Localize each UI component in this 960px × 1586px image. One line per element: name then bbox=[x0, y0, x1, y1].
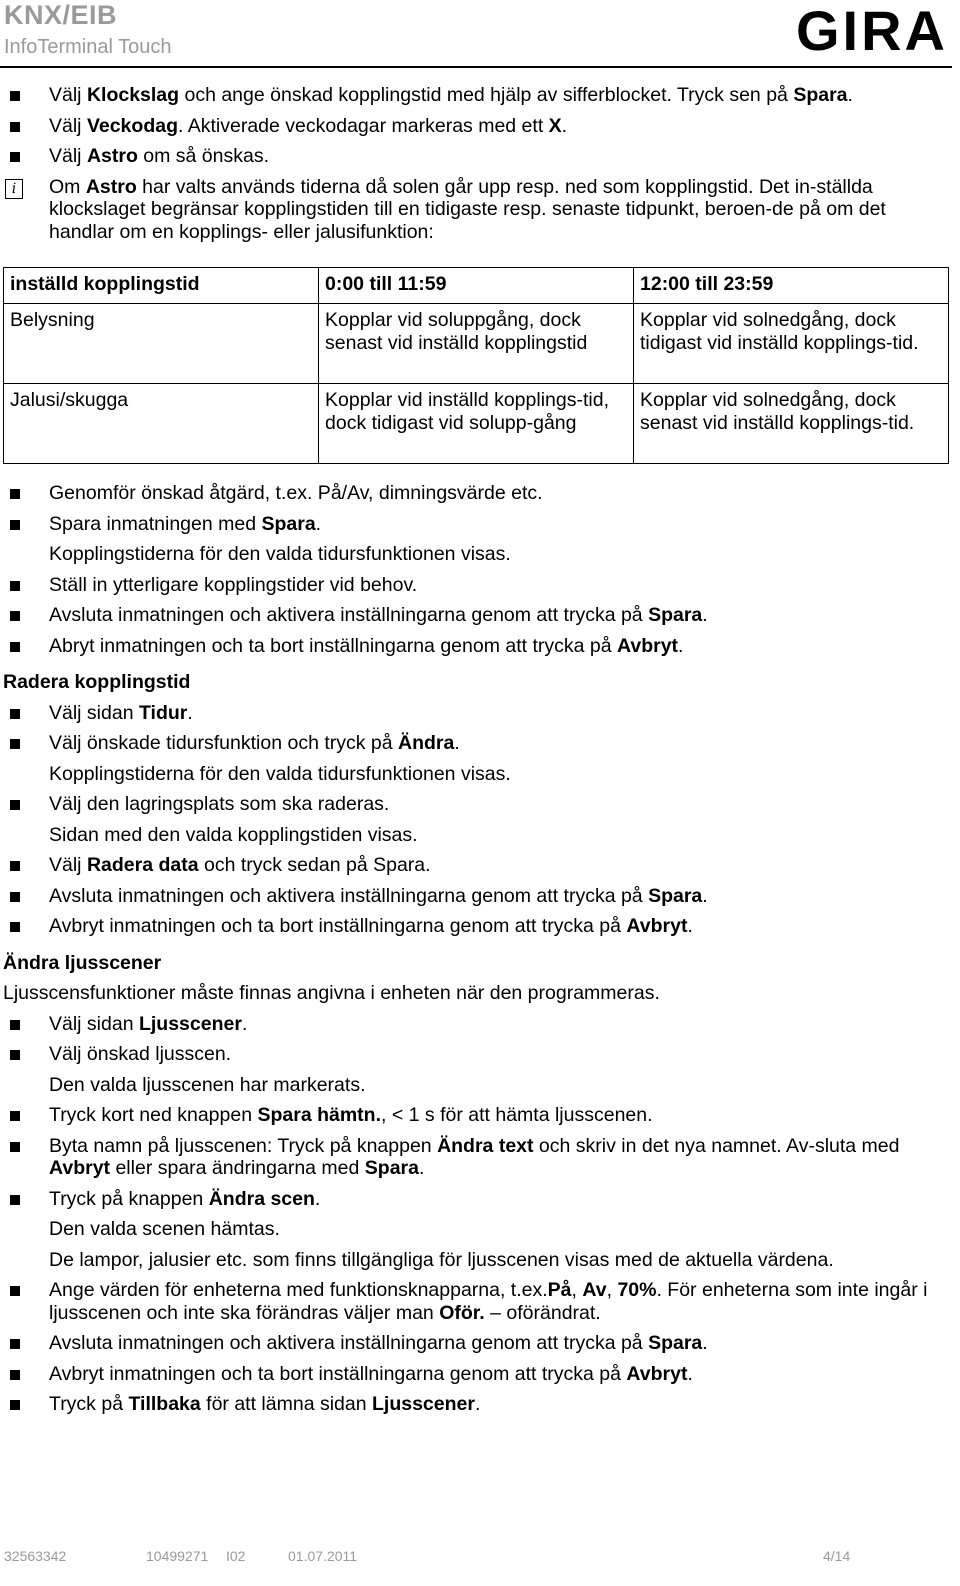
text-run: Ställ in ytterligare kopplingstider vid behov. bbox=[49, 573, 418, 596]
text-run: Avbryt inmatningen och ta bort inställningarna genom att trycka på bbox=[49, 915, 627, 937]
text-run: , bbox=[606, 1279, 618, 1301]
text-run: Välj sidan bbox=[49, 701, 139, 724]
document-body bbox=[0, 84, 950, 1424]
bullet-step bbox=[0, 915, 950, 938]
emphasized-term: Veckodag bbox=[86, 114, 178, 137]
text-run: Välj den lagringsplats som ska raderas. bbox=[49, 793, 390, 815]
emphasized-term: Avbryt bbox=[617, 634, 679, 657]
bullet-step bbox=[0, 1104, 950, 1127]
emphasized-term: Oför. bbox=[439, 1301, 485, 1324]
text-run: , bbox=[571, 1279, 583, 1301]
info-icon: i bbox=[5, 179, 23, 199]
text-run: Sidan med den valda kopplingstiden visas. bbox=[49, 823, 418, 846]
bullet-step bbox=[0, 1043, 950, 1066]
text-run: . bbox=[454, 732, 460, 754]
emphasized-term: Spara bbox=[364, 1157, 419, 1179]
table-cell: Kopplar vid soluppgång, dock senast vid inställd kopplingstid bbox=[319, 304, 634, 384]
text-run: – oförändrat. bbox=[484, 1301, 601, 1324]
table-row bbox=[4, 384, 949, 464]
header-divider bbox=[0, 66, 952, 68]
text-run: Avsluta inmatningen och aktivera inställningarna genom att trycka på bbox=[49, 884, 649, 907]
info-note bbox=[0, 176, 950, 244]
text-run: eller spara ändringarna med bbox=[110, 1157, 365, 1179]
text-run: De lampor, jalusier etc. som finns tillgängliga för ljusscenen visas med de aktuella värdena. bbox=[49, 1248, 834, 1271]
text-run: . bbox=[687, 915, 693, 937]
text-run: Avbryt inmatningen och ta bort inställningarna genom att trycka på bbox=[49, 1362, 627, 1385]
step-result bbox=[0, 824, 950, 847]
text-run: Abryt inmatningen och ta bort inställningarna genom att trycka på bbox=[49, 634, 617, 657]
emphasized-term: Avbryt bbox=[626, 1362, 688, 1385]
emphasized-term: Tillbaka bbox=[128, 1393, 201, 1415]
section-heading-scenes: Ändra ljusscener bbox=[3, 951, 162, 974]
info-note-text bbox=[49, 176, 886, 243]
page-footer bbox=[0, 1548, 960, 1570]
bullet-step bbox=[0, 513, 950, 536]
text-run: . bbox=[314, 1187, 321, 1210]
emphasized-term: X bbox=[548, 114, 562, 137]
emphasized-term: Spara bbox=[793, 84, 848, 106]
table-row bbox=[4, 304, 949, 384]
bullet-step bbox=[0, 1332, 950, 1355]
bullet-step bbox=[0, 793, 950, 816]
section-heading-delete: Radera kopplingstid bbox=[3, 671, 191, 693]
bullet-step bbox=[0, 145, 950, 168]
delete-step-list bbox=[0, 702, 950, 938]
bullet-step bbox=[0, 482, 950, 505]
gira-logo: GIRA bbox=[796, 0, 948, 62]
text-run: Tryck på bbox=[49, 1393, 129, 1415]
text-run: Genomför önskad åtgärd, t.ex. På/Av, dimningsvärde etc. bbox=[49, 482, 543, 504]
bullet-step bbox=[0, 604, 950, 627]
text-run: . bbox=[702, 884, 708, 907]
emphasized-term: Spara bbox=[648, 1332, 703, 1354]
emphasized-term: Radera data bbox=[86, 854, 199, 876]
text-run: Den valda ljusscenen har markerats. bbox=[49, 1073, 366, 1096]
bullet-step bbox=[0, 1188, 950, 1211]
bullet-step bbox=[0, 1135, 950, 1180]
text-run: Avsluta inmatningen och aktivera inställningarna genom att trycka på bbox=[49, 604, 649, 626]
page-header bbox=[0, 0, 960, 70]
text-run: . bbox=[847, 84, 853, 106]
text-run: Välj bbox=[49, 145, 87, 167]
text-run: och tryck sedan på Spara. bbox=[198, 854, 431, 876]
text-run: har valts används tiderna då solen går upp resp. ned som kopplingstid. Det in-ställda klockslaget begränsar kopplingstiden till en tidigaste resp. senaste tidpunkt, beroen-de på om det handlar om en kopplings- eller jalusifunktion: bbox=[49, 175, 886, 243]
text-run: . bbox=[702, 1332, 708, 1354]
footer-page-number: 4/14 bbox=[823, 1548, 851, 1564]
text-run: Byta namn på ljusscenen: Tryck på knappen bbox=[49, 1134, 438, 1157]
emphasized-term: Spara bbox=[648, 604, 703, 626]
emphasized-term: Spara hämtn. bbox=[257, 1104, 382, 1126]
emphasized-term: Avbryt bbox=[49, 1157, 111, 1179]
step-result bbox=[0, 763, 950, 786]
emphasized-term: Avbryt bbox=[626, 915, 688, 937]
bullet-step bbox=[0, 854, 950, 877]
bullet-step bbox=[0, 1363, 950, 1386]
table-cell: Kopplar vid solnedgång, dock tidigast vid inställd kopplings-tid. bbox=[634, 304, 949, 384]
text-run: om så önskas. bbox=[137, 145, 269, 167]
bullet-step bbox=[0, 1013, 950, 1036]
text-run: . bbox=[187, 701, 193, 724]
bullet-step bbox=[0, 84, 950, 107]
header-title: KNX/EIB bbox=[4, 0, 118, 30]
after-table-step-list bbox=[0, 482, 950, 657]
text-run: . bbox=[678, 634, 684, 657]
bullet-step bbox=[0, 1393, 950, 1416]
table-header-cell: 12:00 till 23:59 bbox=[634, 268, 949, 304]
emphasized-term: Tidur bbox=[138, 701, 188, 724]
header-subtitle: InfoTerminal Touch bbox=[4, 36, 172, 58]
text-run: . bbox=[561, 114, 568, 137]
text-run: Ange värden för enheterna med funktionsknapparna, t.ex. bbox=[49, 1279, 548, 1301]
text-run: Den valda scenen hämtas. bbox=[49, 1218, 280, 1240]
bullet-step bbox=[0, 115, 950, 138]
text-run: Välj sidan bbox=[49, 1012, 139, 1035]
text-run: . Aktiverade veckodagar markeras med ett bbox=[177, 114, 549, 137]
bullet-step bbox=[0, 1279, 950, 1324]
text-run: Välj önskad ljusscen. bbox=[49, 1043, 232, 1065]
step-result bbox=[0, 1249, 950, 1272]
text-run: . bbox=[418, 1157, 425, 1179]
table-header-row bbox=[4, 268, 949, 304]
bullet-step bbox=[0, 574, 950, 597]
text-run: Kopplingstiderna för den valda tidursfunktionen visas. bbox=[49, 543, 511, 565]
emphasized-term: Spara bbox=[648, 884, 703, 907]
emphasized-term: Ändra text bbox=[437, 1134, 534, 1157]
table-cell: Jalusi/skugga bbox=[4, 384, 319, 464]
top-step-list bbox=[0, 84, 950, 168]
bullet-step bbox=[0, 732, 950, 755]
text-run: Välj bbox=[49, 114, 87, 137]
emphasized-term: 70% bbox=[617, 1279, 657, 1301]
emphasized-term: Klockslag bbox=[86, 84, 180, 106]
emphasized-term: Ljusscener bbox=[138, 1012, 242, 1035]
text-run: Välj bbox=[49, 854, 87, 876]
emphasized-term: Astro bbox=[85, 175, 137, 198]
text-run: Spara inmatningen med bbox=[49, 512, 262, 535]
emphasized-term: Spara bbox=[261, 512, 316, 535]
text-run: och ange önskad kopplingstid med hjälp av sifferblocket. Tryck sen på bbox=[179, 84, 794, 106]
table-header-cell: 0:00 till 11:59 bbox=[319, 268, 634, 304]
text-run: . bbox=[474, 1393, 481, 1415]
footer-part-number: 10499271 bbox=[146, 1548, 209, 1564]
footer-revision: I02 bbox=[226, 1548, 246, 1564]
bullet-step bbox=[0, 635, 950, 658]
text-run: Tryck på knappen bbox=[49, 1187, 209, 1210]
step-result bbox=[0, 1218, 950, 1241]
text-run: . För enheterna som inte ingår i ljusscenen och inte ska förändras väljer man bbox=[49, 1279, 928, 1324]
step-result bbox=[0, 1074, 950, 1097]
text-run: Avsluta inmatningen och aktivera inställningarna genom att trycka på bbox=[49, 1332, 649, 1354]
text-run: . bbox=[702, 604, 708, 626]
bullet-step bbox=[0, 885, 950, 908]
emphasized-term: Ändra scen bbox=[208, 1187, 315, 1210]
switching-time-table bbox=[3, 267, 949, 464]
text-run: Tryck kort ned knappen bbox=[49, 1104, 258, 1126]
step-result bbox=[0, 543, 950, 566]
text-run: Kopplingstiderna för den valda tidursfunktionen visas. bbox=[49, 762, 511, 785]
scenes-intro: Ljusscensfunktioner måste finnas angivna i enheten när den programmeras. bbox=[3, 982, 660, 1004]
table-cell: Belysning bbox=[4, 304, 319, 384]
text-run: Välj önskade tidursfunktion och tryck på bbox=[49, 732, 399, 754]
text-run: Välj bbox=[49, 84, 87, 106]
footer-date: 01.07.2011 bbox=[288, 1548, 358, 1564]
emphasized-term: Av bbox=[582, 1279, 607, 1301]
text-run: . bbox=[315, 512, 322, 535]
text-run: Om bbox=[49, 175, 86, 198]
emphasized-term: På bbox=[547, 1279, 572, 1301]
text-run: och skriv in det nya namnet. Av-sluta med bbox=[533, 1134, 900, 1157]
emphasized-term: Astro bbox=[86, 145, 138, 167]
text-run: för att lämna sidan bbox=[200, 1393, 372, 1415]
text-run: . bbox=[241, 1012, 248, 1035]
bullet-step bbox=[0, 702, 950, 725]
emphasized-term: Ändra bbox=[398, 732, 455, 754]
table-cell: Kopplar vid inställd kopplings-tid, dock tidigast vid solupp-gång bbox=[319, 384, 634, 464]
table-cell: Kopplar vid solnedgång, dock senast vid inställd kopplings-tid. bbox=[634, 384, 949, 464]
table-header-cell: inställd kopplingstid bbox=[4, 268, 319, 304]
scene-step-list bbox=[0, 1013, 950, 1416]
emphasized-term: Ljusscener bbox=[372, 1393, 475, 1415]
footer-doc-number: 32563342 bbox=[4, 1548, 67, 1564]
text-run: . bbox=[687, 1362, 693, 1385]
text-run: , < 1 s för att hämta ljusscenen. bbox=[381, 1104, 653, 1126]
